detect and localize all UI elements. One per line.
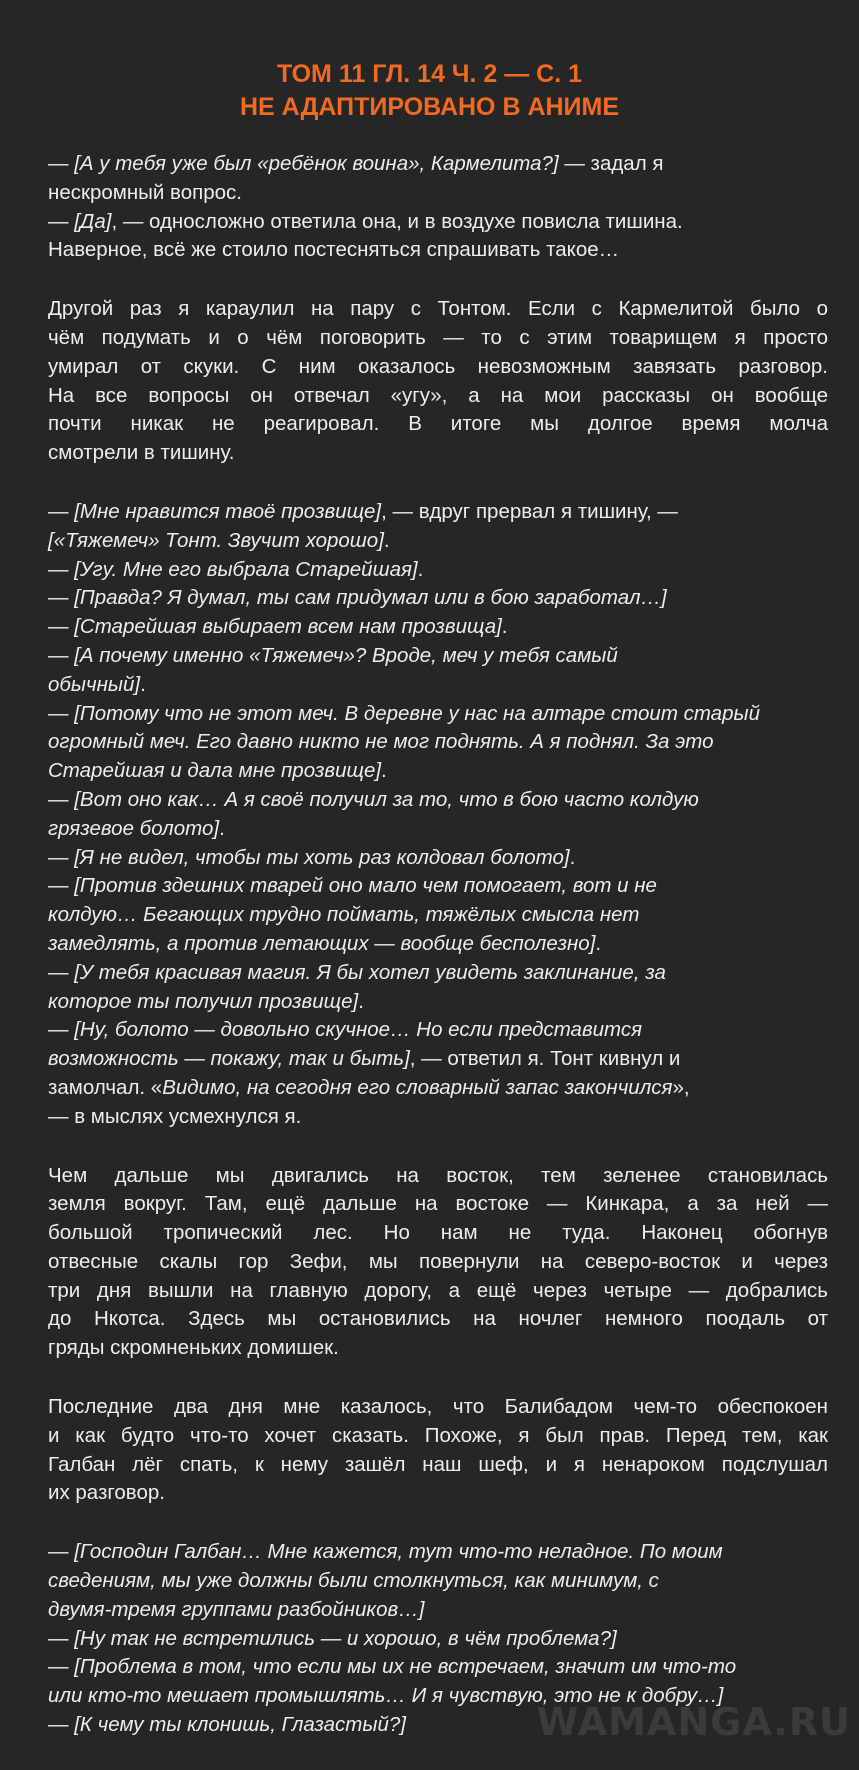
- chapter-text: [48, 150, 828, 1770]
- narration-text: , — односложно ответила она, и в воздухе повисла тишина.: [111, 209, 683, 233]
- text-line: [48, 1277, 828, 1306]
- narration-text: —: [48, 557, 75, 581]
- text-line: [48, 527, 828, 556]
- narration-text: и как будто что-то хочет сказать. Похоже, я был прав. Перед тем, как: [48, 1423, 828, 1447]
- narration-text: до Нкотса. Здесь мы остановились на ночлег немного поодаль от: [48, 1307, 828, 1331]
- narration-text: —: [48, 586, 75, 610]
- narration-text: их разговор.: [48, 1481, 165, 1505]
- title-line-2: НЕ АДАПТИРОВАНО В АНИМЕ: [239, 93, 620, 121]
- dialogue-text: которое ты получил прозвище]: [48, 989, 359, 1013]
- text-line: [48, 613, 828, 642]
- dialogue-text: [Ну так не встретились — и хорошо, в чём проблема?]: [74, 1626, 617, 1650]
- dialogue-text: [Я не видел, чтобы ты хоть раз колдовал болото]: [74, 845, 570, 869]
- dialogue-text: грязевое болото]: [48, 816, 220, 840]
- text-line: [48, 1305, 828, 1334]
- dialogue-text: [Проблема в том, что если мы их не встречаем, значит им что-то: [74, 1655, 737, 1679]
- narration-text: —: [48, 701, 75, 725]
- narration-text: .: [358, 989, 364, 1013]
- narration-text: почти никак не реагировал. В итоге мы долгое время молча: [48, 412, 828, 436]
- narration-text: —: [48, 1655, 75, 1679]
- dialogue-text: [У тебя красивая магия. Я бы хотел увидеть заклинание, за: [74, 960, 666, 984]
- narration-text: , — ответил я. Тонт кивнул и: [409, 1047, 681, 1071]
- text-line: [48, 930, 828, 959]
- dialogue-text: или кто-то мешает промышлять… И я чувствую, это не к добру…]: [48, 1684, 724, 1708]
- title-line-1: ТОМ 11 ГЛ. 14 Ч. 2 — С. 1: [276, 60, 583, 88]
- narration-text: —: [48, 787, 75, 811]
- narration-text: —: [48, 1018, 75, 1042]
- text-line: [48, 1596, 828, 1625]
- text-line: [48, 236, 828, 265]
- narration-text: Наверное, всё же стоило постесняться спрашивать такое…: [48, 238, 620, 262]
- dialogue-text: [Господин Галбан… Мне кажется, тут что-то неладное. По моим: [74, 1540, 723, 1564]
- text-line: [48, 815, 828, 844]
- dialogue-text: [Ну, болото — довольно скучное… Но если представится: [74, 1018, 643, 1042]
- text-line: [48, 1074, 828, 1103]
- narration-text: .: [417, 557, 424, 581]
- text-line: [48, 439, 828, 468]
- narration-text: чём подумать и о чём поговорить — то с этим товарищем я просто: [48, 325, 828, 349]
- chapter-title: [0, 58, 859, 124]
- dialogue-text: [Мне нравится твоё прозвище]: [74, 499, 382, 523]
- narration-text: —: [48, 615, 75, 639]
- dialogue-text: [«Тяжемеч» Тонт. Звучит хорошо]: [48, 528, 384, 552]
- text-line: [48, 757, 828, 786]
- text-line: [48, 324, 828, 353]
- narration-text: Чем дальше мы двигались на восток, тем зеленее становилась: [48, 1163, 828, 1187]
- dialogue-text: [Против здешних тварей оно мало чем помогает, вот и не: [74, 874, 657, 898]
- narration-text: три дня вышли на главную дорогу, а ещё через четыре — добрались: [48, 1278, 828, 1302]
- narration-text: .: [219, 816, 225, 840]
- text-line: [48, 1016, 828, 1045]
- dialogue-text: огромный меч. Его давно никто не мог поднять. А я поднял. За это: [48, 730, 714, 754]
- text-line: [48, 1045, 828, 1074]
- text-line: [48, 179, 828, 208]
- narration-text: земля вокруг. Там, ещё дальше на востоке — Кинкара, а за ней —: [48, 1192, 828, 1216]
- text-line: [48, 1422, 828, 1451]
- dialogue-text: [Угу. Мне его выбрала Старейшая]: [74, 557, 418, 581]
- narration-text: .: [569, 845, 576, 869]
- text-line: [48, 208, 828, 237]
- dialogue-text: обычный]: [48, 672, 141, 696]
- narration-text: —: [48, 1540, 75, 1564]
- narration-text: умирал от скуки. С ним оказалось невозможным завязать разговор.: [48, 354, 828, 378]
- narration-text: —: [48, 643, 75, 667]
- text-line: [48, 988, 828, 1017]
- narration-text: —: [48, 845, 75, 869]
- text-line: [48, 786, 828, 815]
- dialogue-text: [А у тебя уже был «ребёнок воина», Кармелита?]: [74, 152, 559, 175]
- dialogue-text: возможность — покажу, так и быть]: [48, 1047, 410, 1071]
- narration-text: —: [48, 209, 75, 233]
- paragraph: [48, 1162, 828, 1364]
- narration-text: Галбан лёг спать, к нему зашёл наш шеф, и я ненароком подслушал: [48, 1452, 828, 1476]
- text-line: [48, 1103, 828, 1132]
- dialogue-text: [К чему ты клонишь, Глазастый?]: [74, 1713, 406, 1737]
- text-line: [48, 844, 828, 873]
- text-line: [48, 1248, 828, 1277]
- narration-text: смотрели в тишину.: [48, 441, 235, 465]
- paragraph: [48, 498, 828, 1132]
- text-line: [48, 1162, 828, 1191]
- dialogue-text: [Правда? Я думал, ты сам придумал или в бою заработал…]: [74, 586, 667, 610]
- dialogue-text: [Вот оно как… А я своё получил за то, что в бою часто колдую: [74, 787, 699, 811]
- narration-text: —: [48, 960, 75, 984]
- narration-text: .: [383, 528, 390, 552]
- narration-text: , — вдруг прервал я тишину, —: [381, 499, 678, 523]
- narration-text: .: [140, 672, 146, 696]
- text-line: [48, 872, 828, 901]
- paragraph: [48, 150, 828, 265]
- narration-text: — в мыслях усмехнулся я.: [48, 1104, 302, 1128]
- text-line: [48, 959, 828, 988]
- text-line: [48, 901, 828, 930]
- narration-text: гряды скромненьких домишек.: [48, 1336, 339, 1360]
- text-line: [48, 671, 828, 700]
- text-line: [48, 150, 828, 179]
- dialogue-text: [Потому что не этот меч. В деревне у нас на алтаре стоит старый: [74, 701, 760, 725]
- text-line: [48, 1479, 828, 1508]
- text-line: [48, 498, 828, 527]
- narration-text: —: [48, 1713, 75, 1737]
- dialogue-text: [Да]: [74, 209, 112, 233]
- text-line: [48, 1538, 828, 1567]
- text-line: [48, 295, 828, 324]
- text-line: [48, 353, 828, 382]
- narration-text: .: [595, 931, 602, 955]
- dialogue-text: Видимо, на сегодня его словарный запас закончился: [162, 1075, 673, 1099]
- text-line: [48, 1625, 828, 1654]
- narration-text: —: [48, 152, 75, 175]
- narration-text: большой тропический лес. Но нам не туда. Наконец обогнув: [48, 1221, 828, 1245]
- narration-text: »,: [672, 1075, 690, 1099]
- text-line: [48, 584, 828, 613]
- narration-text: Другой раз я караулил на пару с Тонтом. Если с Кармелитой было о: [48, 297, 828, 321]
- dialogue-text: колдую… Бегающих трудно поймать, тяжёлых смысла нет: [48, 903, 640, 927]
- text-line: [48, 1653, 828, 1682]
- dialogue-text: сведениям, мы уже должны были столкнуться, как минимум, с: [48, 1569, 659, 1593]
- narration-text: —: [48, 1626, 75, 1650]
- dialogue-text: Старейшая и дала мне прозвище]: [48, 759, 382, 783]
- dialogue-text: замедлять, а против летающих — вообще бесполезно]: [48, 931, 596, 955]
- dialogue-text: [А почему именно «Тяжемеч»? Вроде, меч у тебя самый: [74, 643, 618, 667]
- narration-text: — задал я: [558, 152, 664, 175]
- text-line: [48, 410, 828, 439]
- narration-text: отвесные скалы гор Зефи, мы повернули на северо-восток и через: [48, 1249, 828, 1273]
- narration-text: замолчал. «: [48, 1075, 163, 1099]
- dialogue-text: [Старейшая выбирает всем нам прозвища]: [74, 615, 502, 639]
- text-line: [48, 1567, 828, 1596]
- text-line: [48, 1190, 828, 1219]
- text-line: [48, 1451, 828, 1480]
- dialogue-text: двумя-тремя группами разбойников…]: [48, 1597, 425, 1621]
- paragraph: [48, 295, 828, 468]
- text-line: [48, 556, 828, 585]
- narration-text: Последние два дня мне казалось, что Балибадом чем-то обеспокоен: [48, 1395, 828, 1419]
- text-line: [48, 642, 828, 671]
- narration-text: —: [48, 874, 75, 898]
- text-line: [48, 700, 828, 729]
- narration-text: .: [501, 615, 508, 639]
- text-line: [48, 1393, 828, 1422]
- paragraph: [48, 1393, 828, 1508]
- text-line: [48, 1334, 828, 1363]
- text-line: [48, 382, 828, 411]
- watermark: WAMANGA.RU: [536, 1700, 851, 1744]
- narration-text: .: [381, 759, 387, 783]
- text-line: [48, 728, 828, 757]
- narration-text: нескромный вопрос.: [48, 180, 242, 204]
- text-line: [48, 1219, 828, 1248]
- narration-text: На все вопросы он отвечал «угу», а на мои рассказы он вообще: [48, 383, 828, 407]
- narration-text: —: [48, 499, 75, 523]
